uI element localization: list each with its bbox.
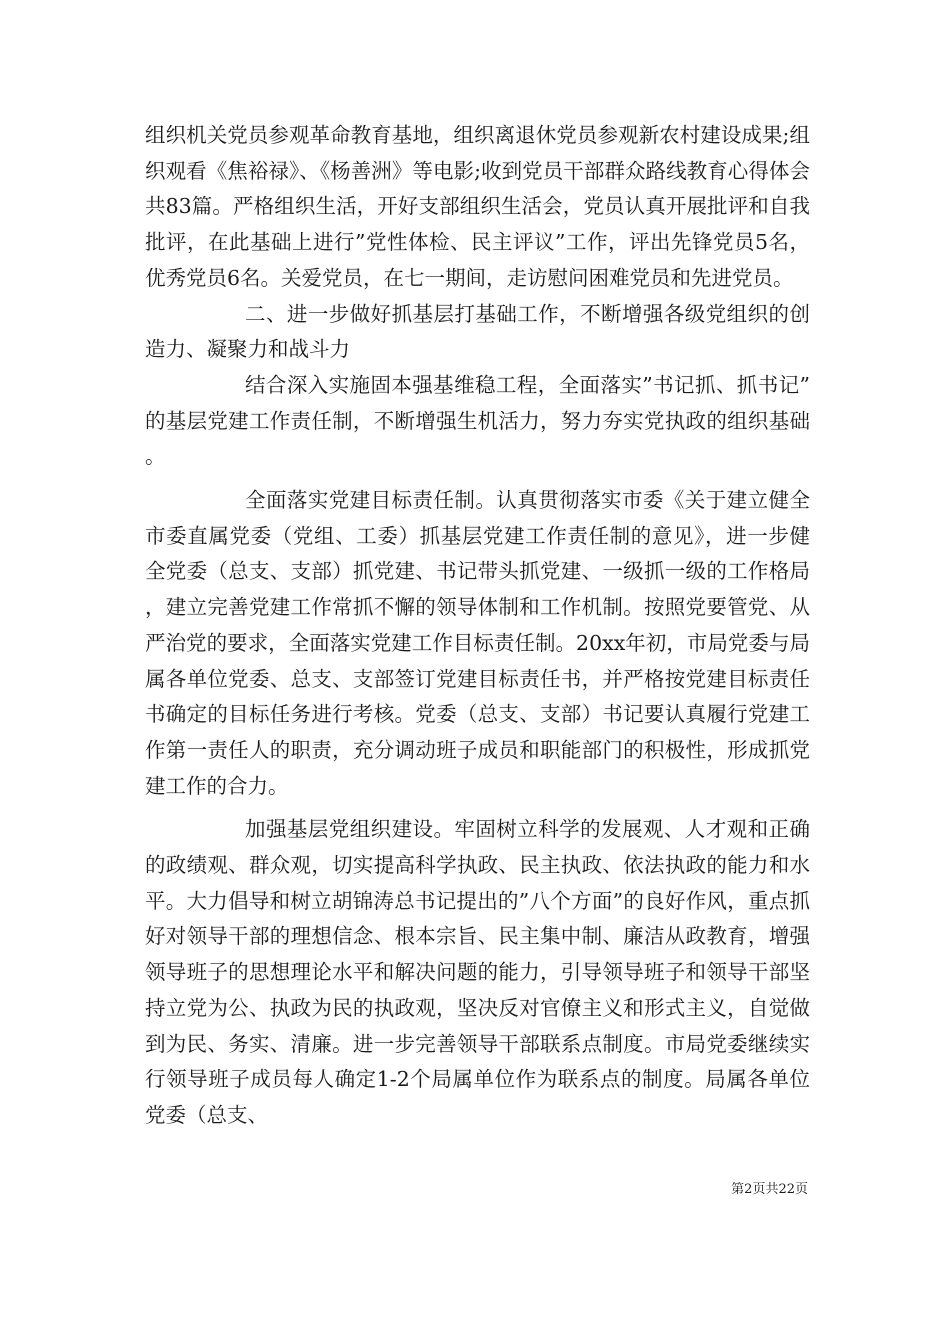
page-number-footer: 第2页共22页 <box>731 1182 808 1197</box>
document-body <box>145 118 810 1134</box>
paragraph-continuation: 组织机关党员参观革命教育基地，组织离退休党员参观新农村建设成果;组织观看《焦裕禄》、《杨善洲》等电影;收到党员干部群众路线教育心得体会共83篇。严格组织生活，开好支部组织生活会，党员认真开展批评和自我批评，在此基础上进行”党性体检、民主评议”工作，评出先锋党员5名，优秀党员6名。关爱党员，在七一期间，走访慰问困难党员和先进党员。 <box>145 123 810 290</box>
paragraph-intro: 结合深入实施固本强基维稳工程，全面落实”书记抓、抓书记”的基层党建工作责任制，不断增强生机活力，努力夯实党执政的组织基础。 <box>145 372 810 469</box>
paragraph-grassroots-building: 加强基层党组织建设。牢固树立科学的发展观、人才观和正确的政绩观、群众观，切实提高科学执政、民主执政、依法执政的能力和水平。大力倡导和树立胡锦涛总书记提出的”八个方面”的良好作风，重点抓好对领导干部的理想信念、根本宗旨、民主集中制、廉洁从政教育，增强领导班子的思想理论水平和解决问题的能力，引导领导班子和领导干部坚持立党为公、执政为民的执政观，坚决反对官僚主义和形式主义，自觉做到为民、务实、清廉。进一步完善领导干部联系点制度。市局党委继续实行领导班子成员每人确定1-2个局属单位作为联系点的制度。局属各单位党委（总支、 <box>145 817 810 1127</box>
paragraph-target-responsibility: 全面落实党建目标责任制。认真贯彻落实市委《关于建立健全市委直属党委（党组、工委）抓基层党建工作责任制的意见》，进一步健全党委（总支、支部）抓党建、书记带头抓党建、一级抓一级的工作格局，建立完善党建工作常抓不懈的领导体制和工作机制。按照党要管党、从严治党的要求，全面落实党建工作目标责任制。20xx年初，市局党委与局属各单位党委、总支、支部签订党建目标责任书，并严格按党建目标责任书确定的目标任务进行考核。党委（总支、支部）书记要认真履行党建工作第一责任人的职责，充分调动班子成员和职能部门的积极性，形成抓党建工作的合力。 <box>145 488 810 798</box>
section-heading: 二、进一步做好抓基层打基础工作，不断增强各级党组织的创造力、凝聚力和战斗力 <box>145 301 810 362</box>
